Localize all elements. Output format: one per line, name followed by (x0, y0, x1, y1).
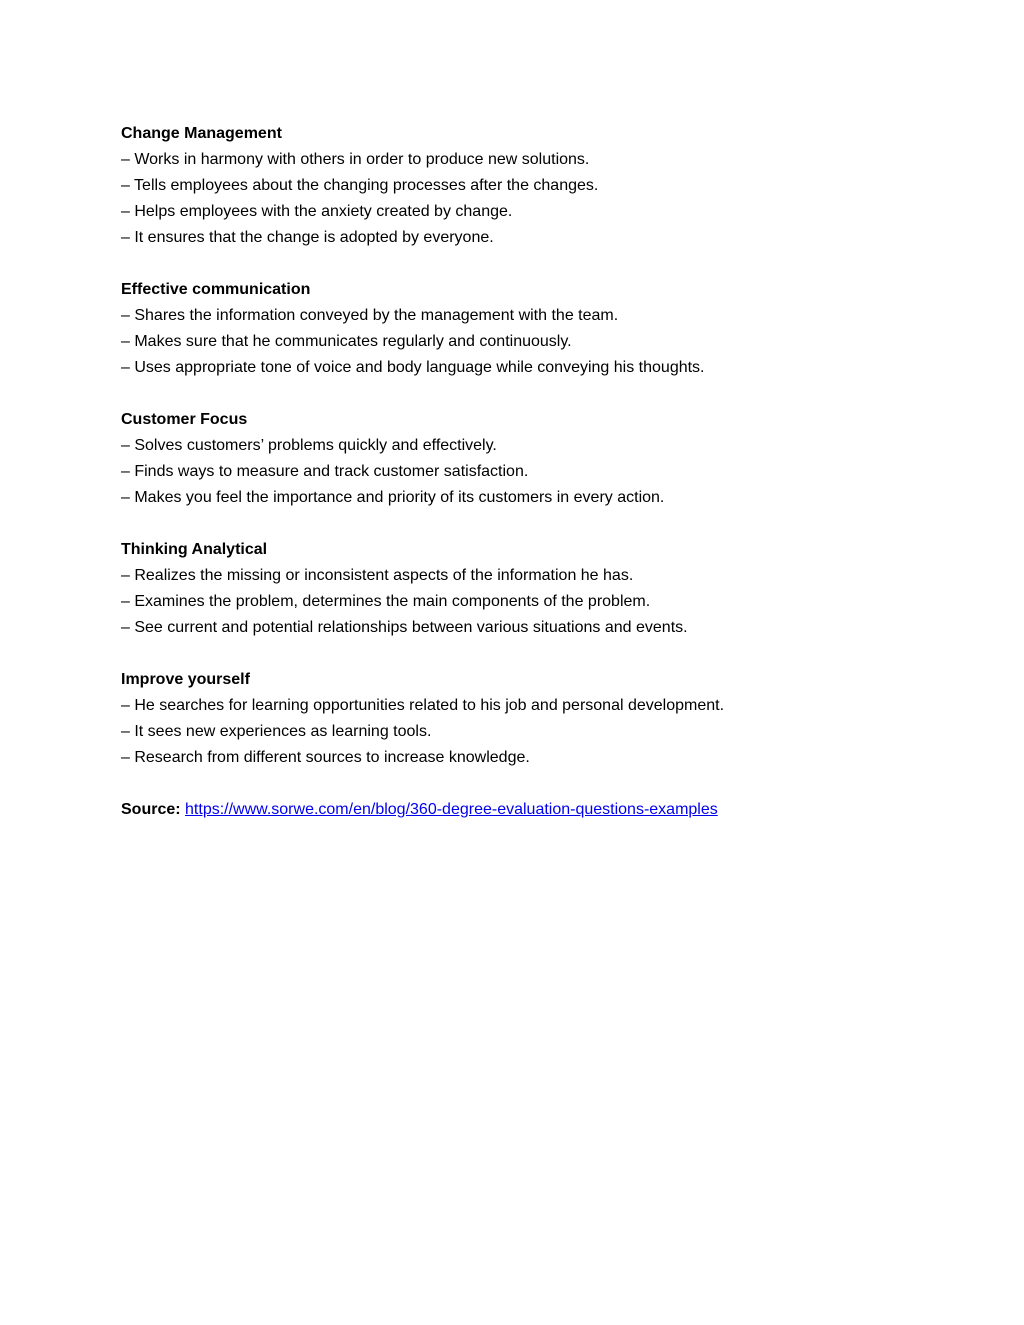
source-link[interactable]: https://www.sorwe.com/en/blog/360-degree-evaluation-questions-examples (185, 801, 718, 818)
list-item: – Finds ways to measure and track customer satisfaction. (121, 463, 529, 480)
list-item: – Makes you feel the importance and priority of its customers in every action. (121, 489, 665, 506)
list-item: – Examines the problem, determines the main components of the problem. (121, 593, 651, 610)
section-heading: Improve yourself (121, 671, 250, 688)
section-heading: Customer Focus (121, 411, 248, 428)
document-page (121, 121, 901, 823)
list-item: – Realizes the missing or inconsistent aspects of the information he has. (121, 567, 634, 584)
source-line (121, 797, 901, 823)
section-effective-communication (121, 277, 901, 381)
list-item: – Uses appropriate tone of voice and body language while conveying his thoughts. (121, 359, 705, 376)
list-item: – Helps employees with the anxiety created by change. (121, 203, 513, 220)
section-heading: Change Management (121, 125, 282, 142)
section-change-management (121, 121, 901, 251)
list-item: – Makes sure that he communicates regularly and continuously. (121, 333, 572, 350)
section-heading: Thinking Analytical (121, 541, 268, 558)
list-item: – Solves customers’ problems quickly and effectively. (121, 437, 497, 454)
list-item: – It ensures that the change is adopted by everyone. (121, 229, 494, 246)
section-customer-focus (121, 407, 901, 511)
list-item: – See current and potential relationships between various situations and events. (121, 619, 688, 636)
list-item: – Shares the information conveyed by the management with the team. (121, 307, 619, 324)
source-label: Source: (121, 801, 181, 818)
list-item: – It sees new experiences as learning tools. (121, 723, 432, 740)
list-item: – Tells employees about the changing processes after the changes. (121, 177, 599, 194)
section-heading: Effective communication (121, 281, 311, 298)
list-item: – Research from different sources to increase knowledge. (121, 749, 530, 766)
list-item: – He searches for learning opportunities related to his job and personal development. (121, 697, 725, 714)
list-item: – Works in harmony with others in order to produce new solutions. (121, 151, 590, 168)
section-improve-yourself (121, 667, 901, 771)
section-thinking-analytical (121, 537, 901, 641)
